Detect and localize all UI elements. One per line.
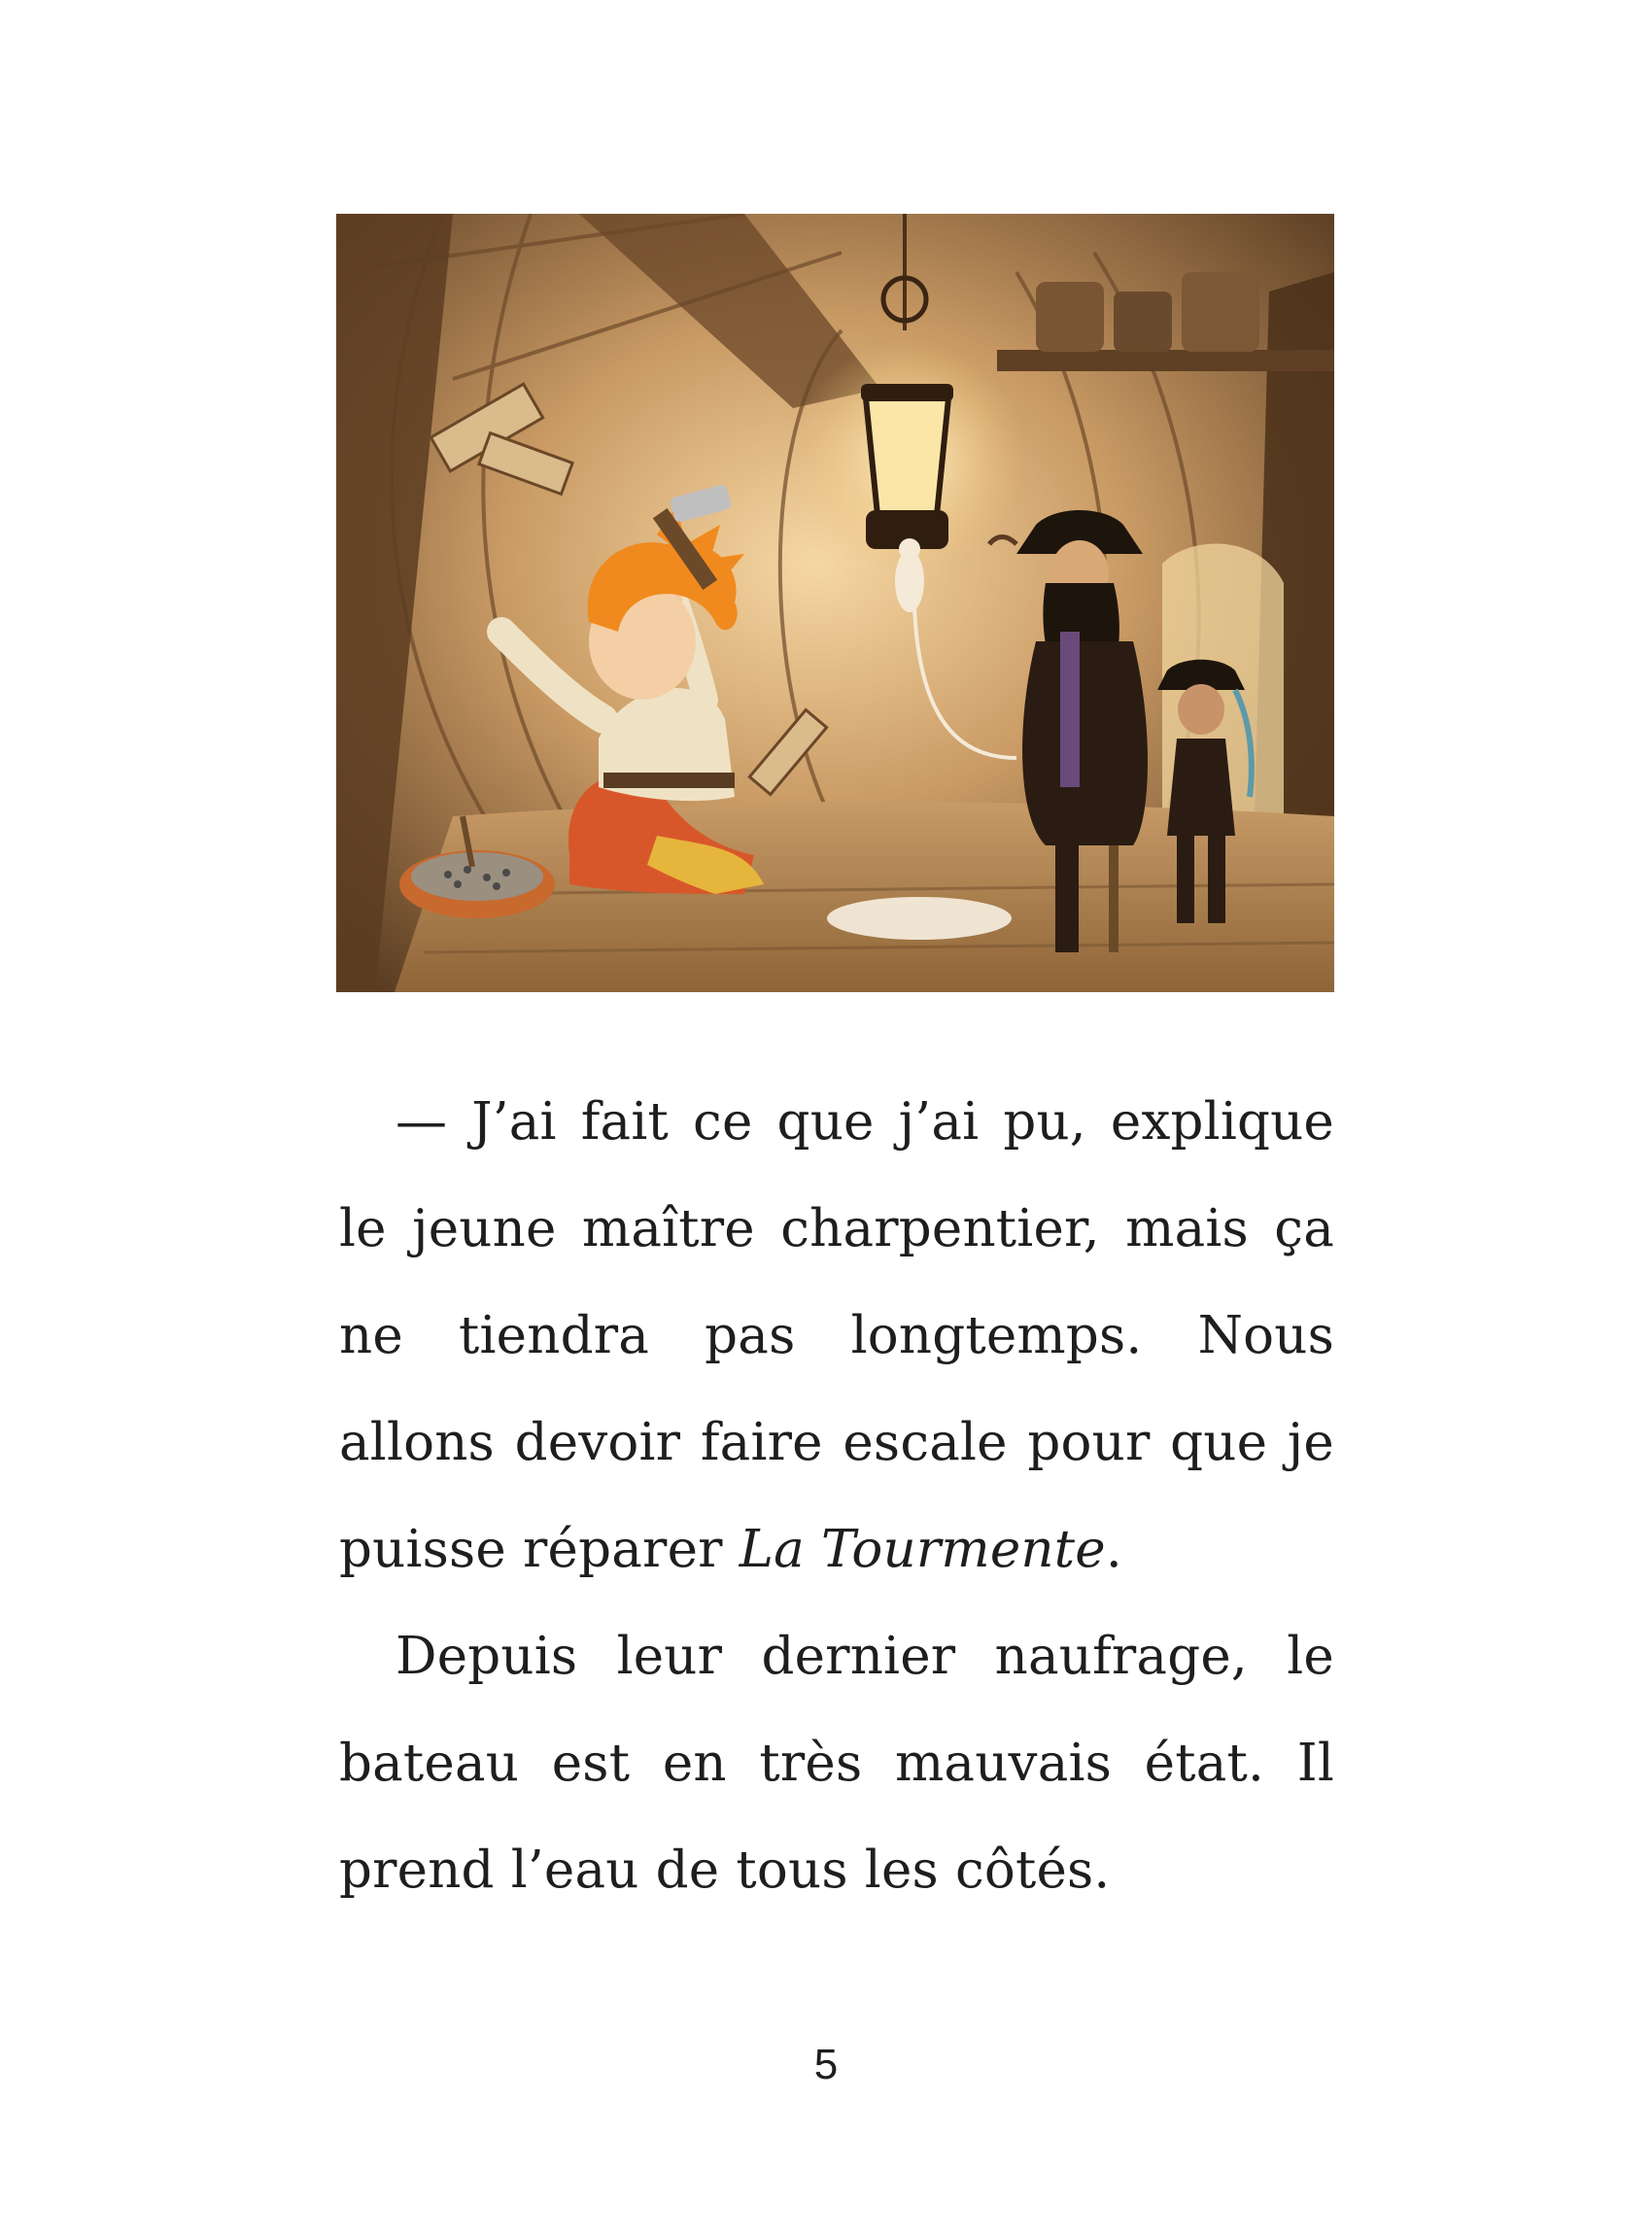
paragraph-2 — [339, 1603, 1334, 1924]
paragraph-2-text: Depuis leur dernier naufrage, le bateau est en très mauvais état. Il prend l’eau de tous les côtés. — [339, 1627, 1334, 1900]
paragraph-1-text: — J’ai fait ce que j’ai pu, explique le jeune maître charpentier, mais ça ne tiendra pas longtemps. Nous allons devoir faire escale pour que je puisse réparer — [339, 1092, 1334, 1579]
text-block — [339, 1069, 1334, 1924]
ship-hold-illustration — [336, 214, 1334, 992]
paragraph-1-italic: La Tourmente — [739, 1520, 1106, 1579]
illustration-svg — [336, 214, 1334, 992]
paragraph-1-end: . — [1105, 1520, 1122, 1579]
paragraph-1 — [339, 1069, 1334, 1603]
page-number: 5 — [813, 2041, 839, 2088]
water-puddle — [827, 897, 1012, 940]
